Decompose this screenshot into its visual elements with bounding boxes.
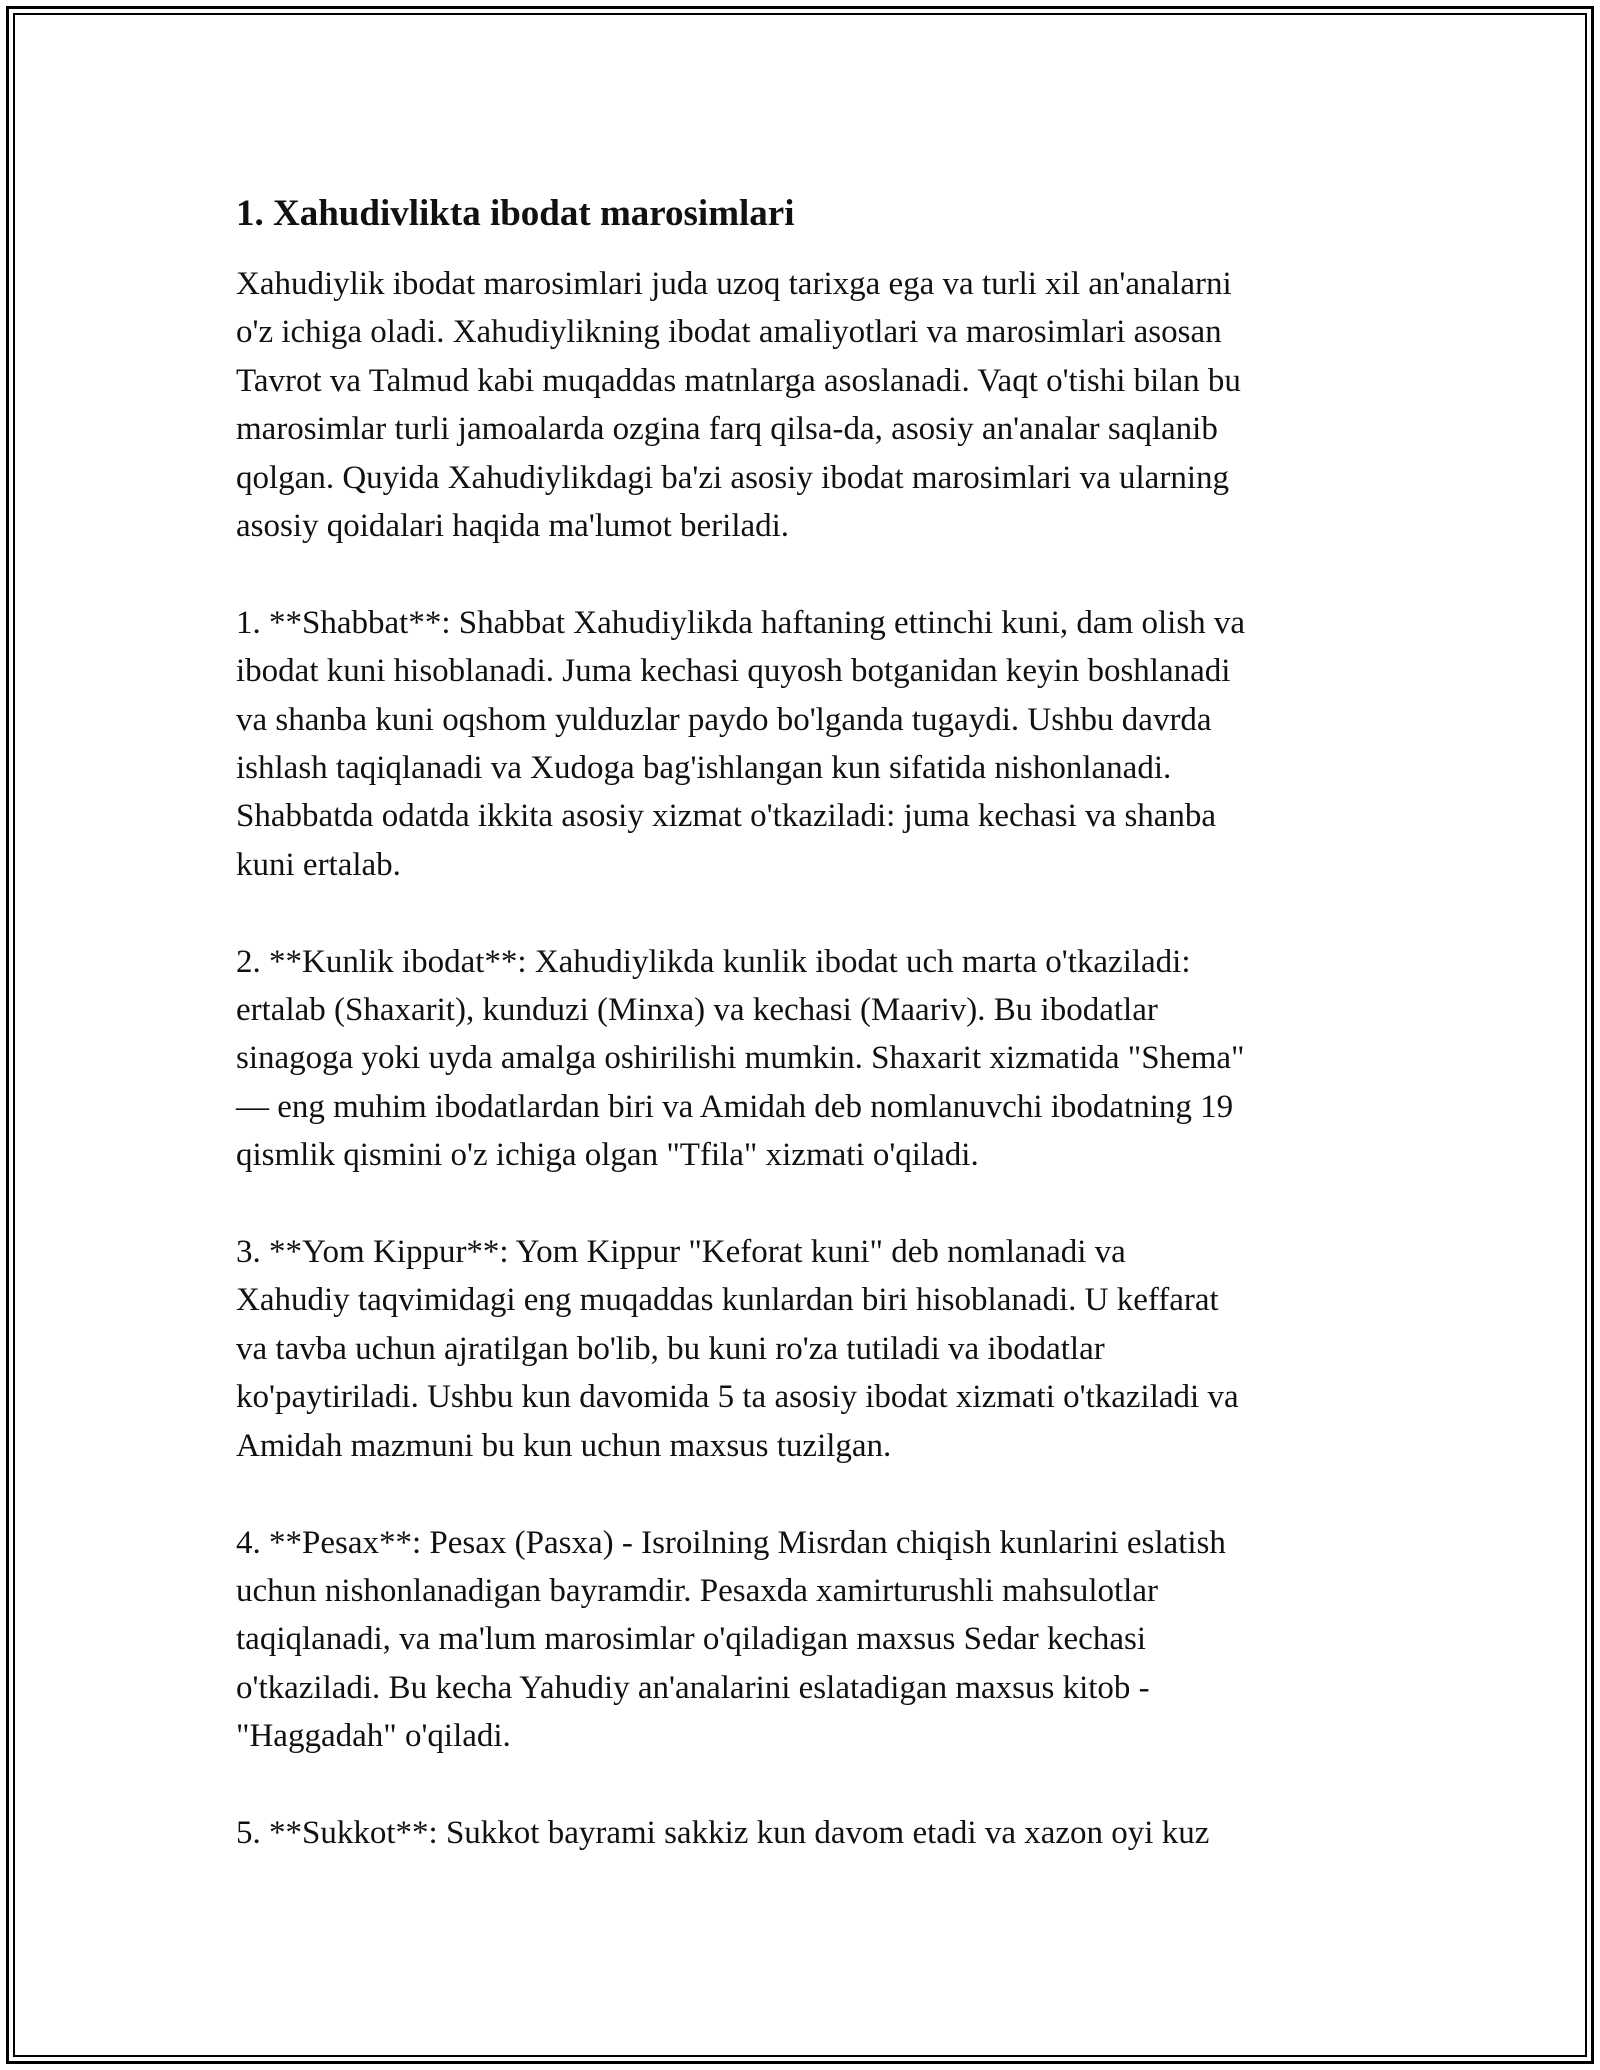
text-line: taqiqlanadi, va ma'lum marosimlar o'qiladigan maxsus Sedar kechasi [236, 1621, 1146, 1658]
paragraph-intro [236, 260, 1376, 550]
text-line: Shabbatda odatda ikkita asosiy xizmat o'tkaziladi: juma kechasi va shanba [236, 798, 1217, 835]
text-line: — eng muhim ibodatlardan biri va Amidah deb nomlanuvchi ibodatning 19 [236, 1088, 1234, 1125]
text-line: Tavrot va Talmud kabi muqaddas matnlarga asoslanadi. Vaqt o'tishi bilan bu [236, 362, 1241, 399]
paragraph-shabbat [236, 599, 1376, 889]
text-line: qismlik qismini o'z ichiga olgan "Tfila" xizmati o'qiladi. [236, 1137, 979, 1174]
text-line: qolgan. Quyida Xahudiylikdagi ba'zi asosiy ibodat marosimlari va ularning [236, 459, 1229, 496]
text-line: ishlash taqiqlanadi va Xudoga bag'ishlangan kun sifatida nishonlanadi. [236, 750, 1172, 787]
paragraph-pesax [236, 1519, 1376, 1761]
paragraph-yom-kippur [236, 1228, 1376, 1470]
text-line: 5. **Sukkot**: Sukkot bayrami sakkiz kun davom etadi va xazon oyi kuz [236, 1814, 1210, 1851]
text-line: marosimlar turli jamoalarda ozgina farq qilsa-da, asosiy an'analar saqlanib [236, 411, 1218, 448]
paragraph-sukkot [236, 1809, 1376, 1857]
text-line: 3. **Yom Kippur**: Yom Kippur "Keforat kuni" deb nomlanadi va [236, 1234, 1126, 1271]
text-line: sinagoga yoki uyda amalga oshirilishi mumkin. Shaxarit xizmatida "Shema" [236, 1040, 1245, 1077]
text-line: asosiy qoidalari haqida ma'lumot beriladi. [236, 508, 790, 545]
text-line: uchun nishonlanadigan bayramdir. Pesaxda xamirturushli mahsulotlar [236, 1572, 1158, 1609]
document-page [236, 188, 1376, 1906]
text-line: ertalab (Shaxarit), kunduzi (Minxa) va kechasi (Maariv). Bu ibodatlar [236, 992, 1158, 1029]
text-line: "Haggadah" o'qiladi. [236, 1718, 511, 1755]
text-line: va shanba kuni oqshom yulduzlar paydo bo'lganda tugaydi. Ushbu davrda [236, 701, 1212, 738]
paragraph-kunlik-ibodat [236, 938, 1376, 1180]
text-line: 1. **Shabbat**: Shabbat Xahudiylikda haftaning ettinchi kuni, dam olish va [236, 604, 1246, 641]
text-line: Xahudiylik ibodat marosimlari juda uzoq tarixga ega va turli xil an'analarni [236, 266, 1232, 302]
text-line: kuni ertalab. [236, 846, 401, 883]
text-line: va tavba uchun ajratilgan bo'lib, bu kuni ro'za tutiladi va ibodatlar [236, 1330, 1105, 1367]
text-line: Amidah mazmuni bu kun uchun maxsus tuzilgan. [236, 1427, 892, 1464]
text-line: 2. **Kunlik ibodat**: Xahudiylikda kunlik ibodat uch marta o'tkaziladi: [236, 943, 1191, 980]
text-line: ibodat kuni hisoblanadi. Juma kechasi quyosh botganidan keyin boshlanadi [236, 653, 1231, 690]
text-line: o'tkaziladi. Bu kecha Yahudiy an'analarini eslatadigan maxsus kitob - [236, 1669, 1150, 1706]
text-line: Xahudiy taqvimidagi eng muqaddas kunlardan biri hisoblanadi. U keffarat [236, 1282, 1219, 1319]
text-line: 4. **Pesax**: Pesax (Pasxa) - Isroilning Misrdan chiqish kunlarini eslatish [236, 1524, 1226, 1561]
text-line: ko'paytiriladi. Ushbu kun davomida 5 ta asosiy ibodat xizmati o'tkaziladi va [236, 1379, 1239, 1416]
text-line: o'z ichiga oladi. Xahudiylikning ibodat amaliyotlari va marosimlari asosan [236, 314, 1222, 351]
document-title: 1. Xahudivlikta ibodat marosimlari [236, 193, 795, 234]
